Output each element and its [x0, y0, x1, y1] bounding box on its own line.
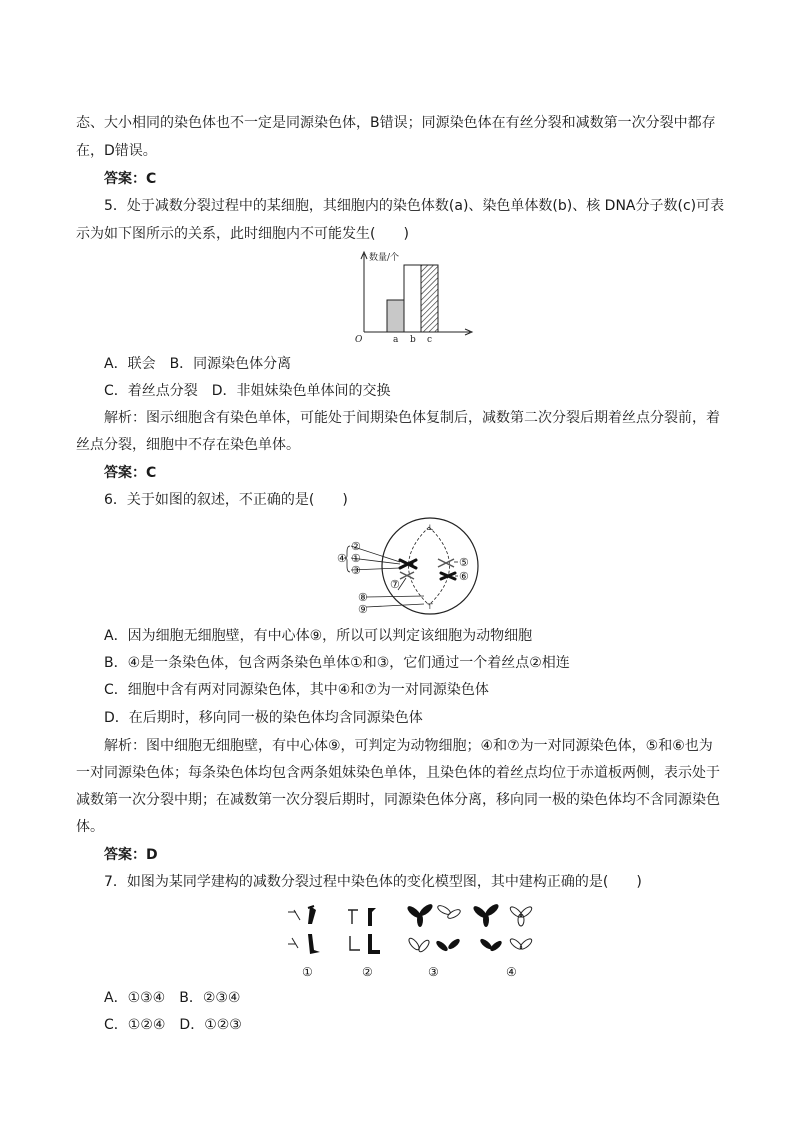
chromosome-6	[441, 573, 455, 579]
q5-answer: 答案：C	[104, 465, 157, 481]
q6-answer: 答案：D	[104, 847, 158, 863]
label-5: ⑤	[459, 556, 469, 569]
q6-option-b: B．④是一条染色体，包含两条染色单体①和③，它们通过一个着丝点②相连	[104, 655, 570, 671]
label-9: ⑨	[358, 603, 368, 616]
bar-a	[387, 300, 404, 332]
label-1: ①	[351, 552, 361, 565]
chromosome-5	[438, 559, 454, 567]
q6-explanation-line-1: 解析：图中细胞无细胞壁，有中心体⑨，可判定为动物细胞；④和⑦为一对同源染色体，⑤和⑥也为	[104, 738, 713, 754]
q6-option-a: A．因为细胞无细胞壁，有中心体⑨，所以可以判定该细胞为动物细胞	[104, 628, 533, 644]
centriole-bottom-9: ⊤	[426, 602, 434, 611]
label-model-4: ④	[506, 965, 517, 979]
y-axis-label: 数量/个	[369, 253, 400, 263]
label-3: ③	[351, 564, 361, 577]
q4-answer: 答案：C	[104, 171, 157, 187]
label-model-3: ③	[428, 965, 439, 979]
q5-options-cd: C．着丝点分裂 D．非姐妹染色单体间的交换	[104, 383, 391, 399]
origin-label: O	[355, 335, 363, 345]
label-6: ⑥	[459, 570, 469, 583]
q7-options-ab: A．①③④ B．②③④	[104, 990, 241, 1006]
model-4	[472, 902, 534, 979]
q4-continuation-line-2: 在，D错误。	[76, 143, 157, 159]
model-3	[406, 902, 462, 979]
q4-continuation-line-1: 态、大小相同的染色体也不一定是同源染色体，B错误；同源染色体在有丝分裂和减数第一次分裂中都存	[76, 115, 716, 131]
q7-model-figure	[280, 900, 560, 980]
model-1	[288, 906, 320, 979]
label-model-1: ①	[302, 965, 313, 979]
centriole-top: ⊥	[426, 523, 434, 532]
label-2: ②	[351, 540, 361, 553]
q5-stem-line-2: 示为如下图所示的关系，此时细胞内不可能发生( )	[76, 226, 409, 242]
q5-stem-line-1: 5．处于减数分裂过程中的某细胞，其细胞内的染色体数(a)、染色单体数(b)、核 DNA分子数(c)可表	[104, 198, 725, 214]
q6-explanation-line-4: 体。	[76, 819, 104, 835]
q6-option-d: D．在后期时，移向同一极的染色体均含同源染色体	[104, 710, 423, 726]
q5-explanation-line-1: 解析：图示细胞含有染色单体，可能处于间期染色体复制后，减数第二次分裂后期着丝点分裂前，着	[104, 410, 720, 426]
tick-label-c: c	[427, 335, 433, 345]
label-model-2: ②	[362, 965, 373, 979]
q6-stem: 6．关于如图的叙述，不正确的是( )	[104, 492, 348, 508]
q5-explanation-line-2: 丝点分裂，细胞中不存在染色单体。	[76, 437, 300, 453]
chromosome-4	[400, 560, 416, 568]
q6-explanation-line-3: 减数第一次分裂中期；在减数第一次分裂后期时，同源染色体分离，移向同一极的染色体均不含同源染色	[76, 792, 720, 808]
label-8: ⑧	[358, 591, 368, 604]
tick-label-b: b	[410, 335, 416, 345]
label-4: ④	[337, 552, 347, 565]
bar-c	[421, 265, 438, 332]
q6-explanation-line-2: 一对同源染色体；每条染色体均包含两条姐妹染色单体，且染色体的着丝点均位于赤道板两侧，表示处于	[76, 765, 720, 781]
q5-bar-figure	[352, 250, 477, 346]
label-7: ⑦	[390, 578, 400, 591]
model-2	[348, 908, 380, 979]
tick-label-a: a	[393, 335, 399, 345]
q7-options-cd: C．①②④ D．①②③	[104, 1017, 242, 1033]
q5-options-ab: A．联会 B．同源染色体分离	[104, 356, 292, 372]
q7-stem: 7．如图为某同学建构的减数分裂过程中染色体的变化模型图，其中建构正确的是( )	[104, 874, 642, 890]
bar-b	[404, 265, 421, 332]
q6-cell-figure	[338, 516, 498, 618]
q6-option-c: C．细胞中含有两对同源染色体，其中④和⑦为一对同源染色体	[104, 682, 489, 698]
chromosome-7	[400, 572, 414, 579]
